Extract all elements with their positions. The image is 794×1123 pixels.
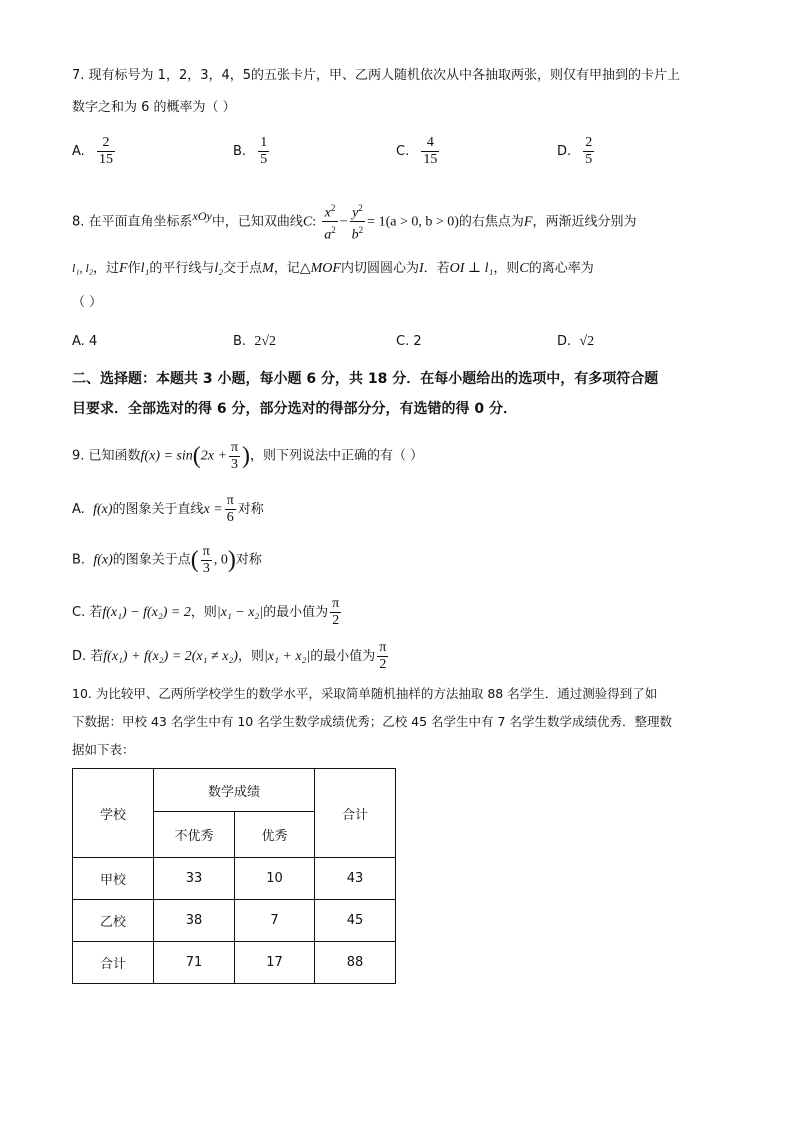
q8-stem-line2: l₁, l₂，过F作l₁的平行线与l₂交于点M，记△MOF内切圆圆心为I．若OI ⊥ l₁，则C的离心率为 <box>72 261 594 276</box>
q8-option-d: D. √2 <box>557 334 595 349</box>
table-cell-total: 43 <box>315 858 396 900</box>
table-row <box>73 900 396 942</box>
table-cell-not-good: 38 <box>154 900 235 942</box>
table-cell-school: 合计 <box>73 942 154 984</box>
table-header-total: 合计 <box>315 769 396 858</box>
table-cell-good: 17 <box>235 942 315 984</box>
q10-stem-line3: 据如下表： <box>72 742 135 757</box>
q7-stem-line2: 数字之和为 6 的概率为（ ） <box>72 100 236 115</box>
q7-option-a-fraction: $\frac{2}{15}$ <box>98 135 113 167</box>
q10-table <box>72 768 396 984</box>
q8-option-a: A. 4 <box>72 334 98 349</box>
q9-option-a: A. f(x)的图象关于直线x = $\frac{\pi}{6}$ 对称 <box>72 493 264 525</box>
q9-option-d: D. 若f(x₁) + f(x₂) = 2(x₁ ≠ x₂)，则|x₁ + x₂|的最小值为 $\frac{\pi}{2}$ <box>72 640 387 672</box>
q7-option-c-fraction: $\frac{4}{15}$ <box>423 135 438 167</box>
q7-option-d-fraction: $\frac{2}{5}$ <box>585 135 593 167</box>
q7-option-b: B. $\frac{1}{5}$ <box>233 135 268 167</box>
table-cell-good: 10 <box>235 858 315 900</box>
q10-stem-line2: 下数据：甲校 43 名学生中有 10 名学生数学成绩优秀；乙校 45 名学生中有 7 名学生数学成绩优秀．整理数 <box>72 714 672 729</box>
q7-option-d: D. $\frac{2}{5}$ <box>557 135 593 167</box>
table-header-score: 数学成绩 <box>154 769 315 812</box>
table-cell-good: 7 <box>235 900 315 942</box>
table-row <box>73 942 396 984</box>
q7-stem-line1: 7. 现有标号为 1，2，3，4，5的五张卡片，甲、乙两人随机依次从中各抽取两张，则仅有甲抽到的卡片上 <box>72 68 681 83</box>
table-cell-total: 88 <box>315 942 396 984</box>
table-row <box>73 858 396 900</box>
section2-heading-line1: 二、选择题：本题共 3 小题，每小题 6 分，共 18 分．在每小题给出的选项中，有多项符合题 <box>72 371 659 387</box>
table-cell-school: 甲校 <box>73 858 154 900</box>
table-cell-not-good: 33 <box>154 858 235 900</box>
table-header-school: 学校 <box>73 769 154 858</box>
section2-heading-line2: 目要求．全部选对的得 6 分，部分选对的得部分分，有选错的得 0 分． <box>72 401 517 417</box>
q7-option-b-fraction: $\frac{1}{5}$ <box>260 135 268 167</box>
q8-option-b: B. 2√2 <box>233 334 277 349</box>
q9-option-b: B. f(x)的图象关于点( $\frac{\pi}{3}$ , 0)对称 <box>72 543 262 576</box>
q7-option-c: C. $\frac{4}{15}$ <box>396 135 438 167</box>
q7-option-a: A. $\frac{2}{15}$ <box>72 135 113 167</box>
q10-stem-line1: 10. 为比较甲、乙两所学校学生的数学水平，采取简单随机抽样的方法抽取 88 名学生．通过测验得到了如 <box>72 686 658 701</box>
table-header-not-good: 不优秀 <box>154 812 235 858</box>
q8-blank: （ ） <box>72 295 103 310</box>
q9-option-c: C. 若f(x₁) − f(x₂) = 2，则|x₁ − x₂|的最小值为 $\frac{\pi}{2}$ <box>72 596 340 628</box>
table-cell-not-good: 71 <box>154 942 235 984</box>
table-header-good: 优秀 <box>235 812 315 858</box>
q8-stem-line1: 8. 在平面直角坐标系xOy中，已知双曲线C: $\frac{x^2}{a^2}$ − $\frac{y^2}{b^2}$ = 1(a > 0, b > 0)的右焦点为F，两渐近线分别为 <box>72 196 637 244</box>
q9-stem: 9. 已知函数f(x) = sin(2x + $\frac{\pi}{3}$ )，则下列说法中正确的有（ ） <box>72 439 424 472</box>
table-cell-school: 乙校 <box>73 900 154 942</box>
table-cell-total: 45 <box>315 900 396 942</box>
q8-option-c: C. 2 <box>396 334 422 349</box>
